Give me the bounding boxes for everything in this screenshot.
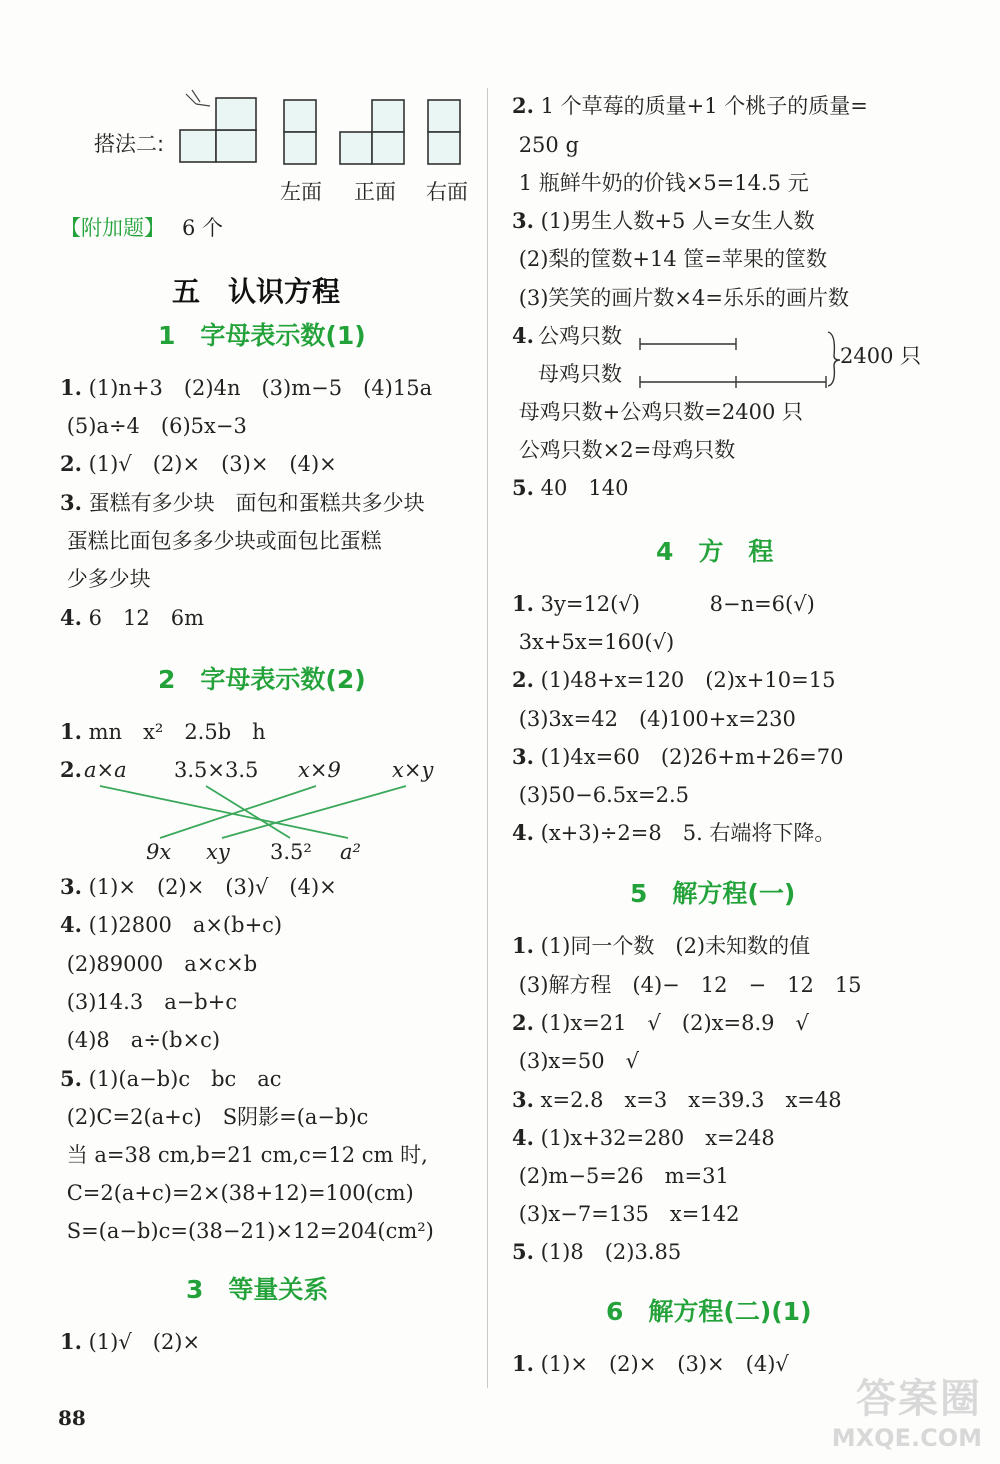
answer-line: 2. (1)√ (2)× (3)× (4)× [60,451,337,476]
answer-line: 3. (1)男生人数+5 人=女生人数 [512,208,815,233]
answer-line: (2)C=2(a+c) S阴影=(a−b)c [66,1105,369,1129]
hen-label: 母鸡只数 [538,362,622,386]
answer-line: 1. 3y=12(√) 8−n=6(√) [512,591,815,616]
answer-line: (3)50−6.5x=2.5 [518,783,689,807]
answer-line: 4. (x+3)÷2=8 5. 右端将下降。 [512,820,836,845]
answer-line: 3. (1)4x=60 (2)26+m+26=70 [512,744,844,769]
brace [828,332,840,386]
answer-line: 4. (1)x+32=280 x=248 [512,1125,775,1150]
bonus-label: 【附加题】 [60,216,165,240]
match-top-item: a×a [84,758,127,782]
answer-line: 3. x=2.8 x=3 x=39.3 x=48 [512,1087,842,1112]
answer-line: (4)8 a÷(b×c) [66,1028,221,1052]
section-title: 5 解方程(一) [630,879,796,908]
answer-line: 1 瓶鲜牛奶的价钱×5=14.5 元 [518,171,809,195]
match-top-item: x×9 [298,758,341,782]
method-label: 搭法二: [94,132,165,156]
question-number: 2. [60,757,82,782]
match-top-item: x×y [392,758,434,782]
chapter-title: 五 认识方程 [172,275,341,308]
section-title: 1 字母表示数(1) [158,321,366,350]
answer-line: (3)14.3 a−b+c [66,990,238,1014]
answer-line: 1. (1)× (2)× (3)× (4)√ [512,1351,789,1376]
answer-line: 少多少块 [66,567,151,591]
answer-line: 3. 蛋糕有多少块 面包和蛋糕共多少块 [60,490,425,515]
answer-line: (3)3x=42 (4)100+x=230 [518,707,796,731]
total-label: 2400 只 [840,344,922,368]
answer-line: (2)m−5=26 m=31 [518,1164,729,1188]
answer-line: 2. 1 个草莓的质量+1 个桃子的质量= [512,93,868,118]
answer-line: 4. 6 12 6m [60,605,204,630]
answer-line: 2. (1)x=21 √ (2)x=8.9 √ [512,1010,809,1035]
answer-line: (3)解方程 (4)− 12 − 12 15 [518,973,862,997]
view-label-left: 左面 [280,180,322,204]
answer-line: (5)a÷4 (6)5x−3 [66,414,247,438]
answer-line: 1. mn x² 2.5b h [60,719,266,744]
section-title: 6 解方程(二)(1) [606,1297,812,1326]
view-label-right: 右面 [426,180,468,204]
answer-line: 4. (1)2800 a×(b+c) [60,912,283,937]
bonus-answer: 6 个 [182,216,224,240]
section-title: 3 等量关系 [186,1275,329,1304]
match-bottom-item: xy [206,840,230,864]
answer-line: (2)梨的筐数+14 筐=苹果的筐数 [518,247,828,271]
section-title: 2 字母表示数(2) [158,665,366,694]
answer-line: C=2(a+c)=2×(38+12)=100(cm) [66,1181,414,1205]
answer-line: 1. (1)同一个数 (2)未知数的值 [512,933,811,958]
answer-line: 2. (1)48+x=120 (2)x+10=15 [512,667,836,692]
answer-line: 3x+5x=160(√) [518,630,675,654]
answer-line: 当 a=38 cm,b=21 cm,c=12 cm 时, [66,1143,428,1167]
watermark-logo: 答案圈 MXQE.COM [831,1376,982,1452]
match-bottom-item: 9x [146,840,172,864]
answer-line: 公鸡只数×2=母鸡只数 [518,438,736,462]
answer-line: 3. (1)× (2)× (3)√ (4)× [60,874,337,899]
page-number: 88 [58,1406,86,1430]
rooster-label: 公鸡只数 [538,324,622,348]
answer-line: (3)x=50 √ [518,1049,639,1073]
answer-line: 5. 40 140 [512,475,629,500]
answer-line: (3)笑笑的画片数×4=乐乐的画片数 [518,286,849,310]
match-line [160,786,316,838]
answer-line: 250 g [518,133,579,157]
answer-line: 1. (1)n+3 (2)4n (3)m−5 (4)15a [60,375,433,400]
answer-line: 5. (1)8 (2)3.85 [512,1239,682,1264]
answer-line: (3)x−7=135 x=142 [518,1202,740,1226]
match-top-item: 3.5×3.5 [174,758,259,782]
section-title: 4 方 程 [656,537,774,566]
answer-line: S=(a−b)c=(38−21)×12=204(cm²) [66,1219,434,1243]
view-label-front: 正面 [354,180,396,204]
answer-line: 5. (1)(a−b)c bc ac [60,1066,282,1091]
question-number: 4. [512,323,534,348]
answer-line: 母鸡只数+公鸡只数=2400 只 [518,400,803,424]
answer-line: 蛋糕比面包多多少块或面包比蛋糕 [66,529,382,553]
match-bottom-item: a² [340,840,361,864]
answer-line: 1. (1)√ (2)× [60,1329,201,1354]
answer-line: (2)89000 a×c×b [66,952,258,976]
match-bottom-item: 3.5² [270,840,312,864]
